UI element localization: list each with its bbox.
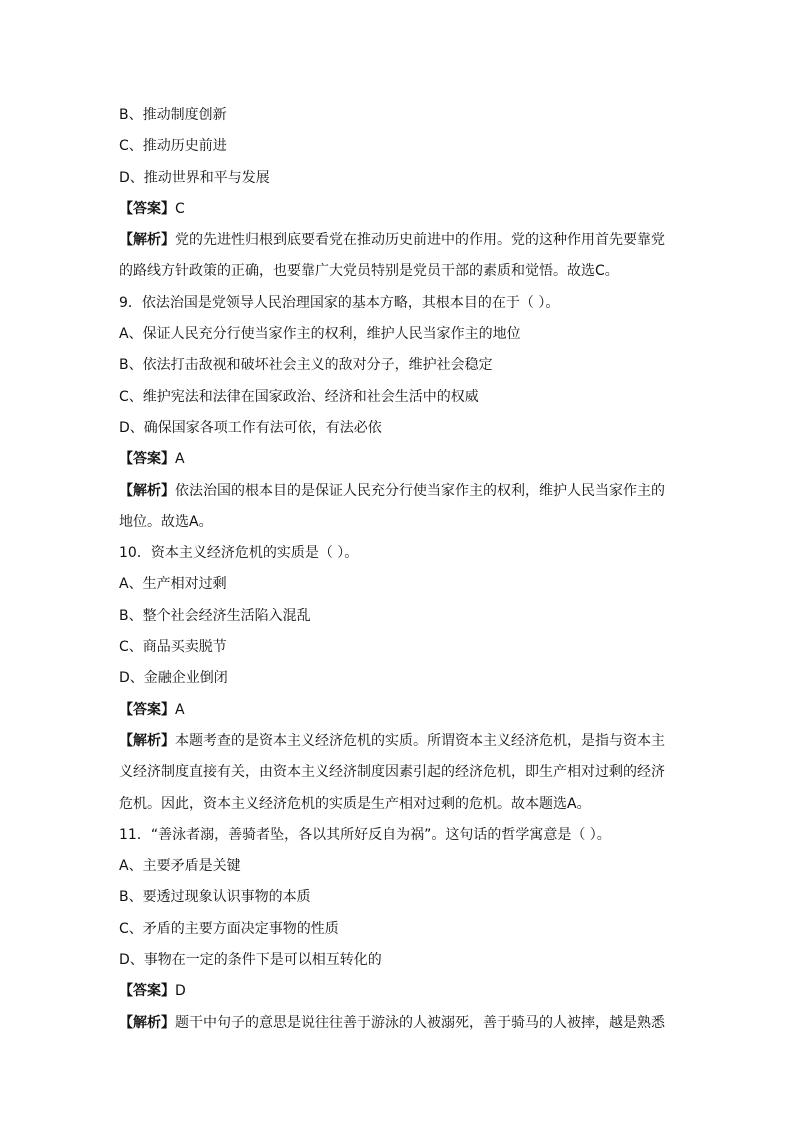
line-text: D、确保国家各项工作有法可依，有法必依	[119, 419, 382, 436]
line-text: D、推动世界和平与发展	[119, 169, 270, 186]
option-a	[119, 851, 679, 882]
line-text: C、维护宪法和法律在国家政治、经济和社会生活中的权威	[119, 388, 479, 405]
question-11	[119, 820, 679, 851]
line-text: B、依法打击敌视和破坏社会主义的敌对分子，维护社会稳定	[119, 357, 493, 374]
line-text: C、矛盾的主要方面决定事物的性质	[119, 920, 339, 937]
answer-line	[119, 444, 679, 475]
document-body	[119, 100, 679, 1039]
answer-value: A	[175, 701, 185, 718]
line-text: B、要透过现象认识事物的本质	[119, 889, 311, 906]
option-c	[119, 632, 679, 663]
analysis-label: 【解析】	[119, 732, 175, 749]
line-text: 的路线方针政策的正确，也要靠广大党员特别是党员干部的素质和觉悟。故选C。	[119, 263, 619, 280]
analysis-label: 【解析】	[119, 1014, 175, 1031]
option-b	[119, 882, 679, 913]
option-d	[119, 945, 679, 976]
option-c	[119, 914, 679, 945]
option-d	[119, 663, 679, 694]
line-text: A、生产相对过剩	[119, 576, 227, 593]
option-d	[119, 413, 679, 444]
option-b	[119, 601, 679, 632]
analysis-continuation	[119, 256, 679, 287]
line-text: 危机。因此，资本主义经济危机的实质是生产相对过剩的危机。故本题选A。	[119, 795, 591, 812]
answer-label: 【答案】	[119, 451, 175, 468]
question-10	[119, 538, 679, 569]
line-text: 义经济制度直接有关，由资本主义经济制度因素引起的经济危机，即生产相对过剩的经济	[119, 764, 665, 781]
answer-line	[119, 695, 679, 726]
analysis-text: 题干中句子的意思是说往往善于游泳的人被溺死，善于骑马的人被摔，越是熟悉	[175, 1014, 665, 1031]
option-a	[119, 569, 679, 600]
answer-value: D	[175, 983, 186, 1000]
analysis-line	[119, 726, 679, 757]
answer-label: 【答案】	[119, 701, 175, 718]
option-a	[119, 319, 679, 350]
line-text: 地位。故选A。	[119, 513, 213, 530]
line-text: A、主要矛盾是关键	[119, 858, 241, 875]
answer-line	[119, 976, 679, 1007]
option-c	[119, 382, 679, 413]
option-b	[119, 350, 679, 381]
question-text: 10．资本主义经济危机的实质是（ ）。	[119, 545, 359, 562]
line-text: A、保证人民充分行使当家作主的权利，维护人民当家作主的地位	[119, 326, 521, 343]
option-c	[119, 131, 679, 162]
line-text: B、推动制度创新	[119, 107, 227, 123]
answer-line	[119, 194, 679, 225]
option-b	[119, 100, 679, 131]
answer-value: C	[175, 200, 185, 217]
question-9	[119, 288, 679, 319]
analysis-text: 党的先进性归根到底要看党在推动历史前进中的作用。党的这种作用首先要靠党	[175, 232, 665, 249]
answer-label: 【答案】	[119, 200, 175, 217]
answer-label: 【答案】	[119, 983, 175, 1000]
analysis-line	[119, 1008, 679, 1039]
line-text: D、事物在一定的条件下是可以相互转化的	[119, 952, 382, 969]
analysis-continuation	[119, 789, 679, 820]
line-text: B、整个社会经济生活陷入混乱	[119, 607, 311, 624]
analysis-label: 【解析】	[119, 482, 175, 499]
line-text: C、推动历史前进	[119, 138, 227, 155]
question-text: 9．依法治国是党领导人民治理国家的基本方略，其根本目的在于（ ）。	[119, 294, 560, 311]
analysis-label: 【解析】	[119, 232, 175, 249]
line-text: D、金融企业倒闭	[119, 670, 228, 687]
question-text: 11．“善泳者溺，善骑者坠，各以其所好反自为祸”。这句话的哲学寓意是（ ）。	[119, 826, 611, 843]
analysis-line	[119, 476, 679, 507]
option-d	[119, 163, 679, 194]
analysis-text: 依法治国的根本目的是保证人民充分行使当家作主的权利，维护人民当家作主的	[175, 482, 665, 499]
analysis-text: 本题考查的是资本主义经济危机的实质。所谓资本主义经济危机，是指与资本主	[175, 732, 665, 749]
analysis-continuation	[119, 507, 679, 538]
analysis-continuation	[119, 757, 679, 788]
line-text: C、商品买卖脱节	[119, 639, 227, 656]
analysis-line	[119, 225, 679, 256]
answer-value: A	[175, 451, 185, 468]
